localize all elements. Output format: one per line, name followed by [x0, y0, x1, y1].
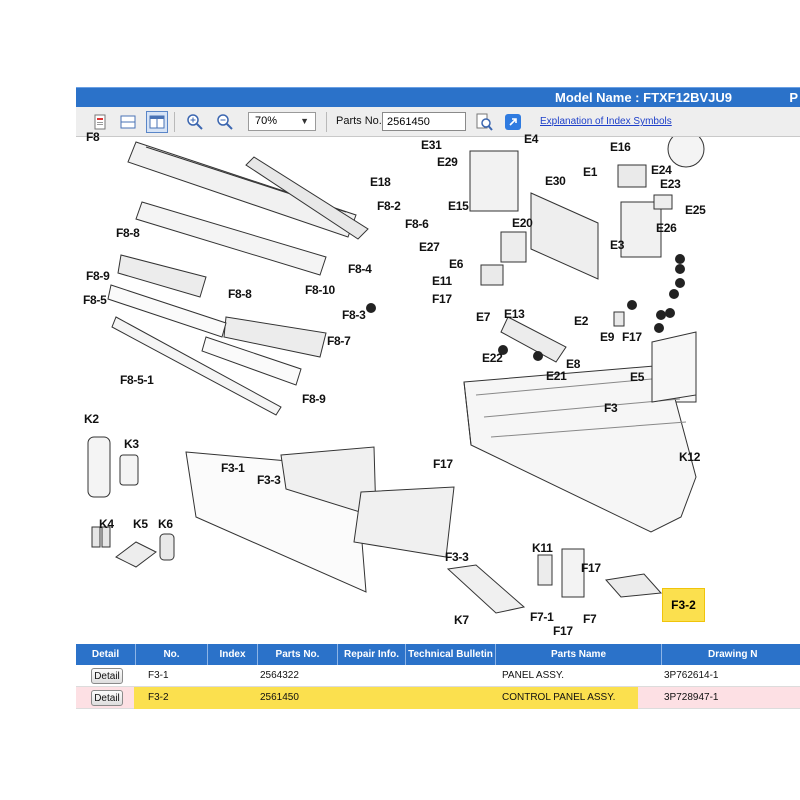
callout-e11[interactable]: E11 [432, 274, 452, 288]
callout-k3[interactable]: K3 [124, 437, 139, 451]
col-technical-bulletin: Technical Bulletin [406, 644, 496, 665]
callout-e23[interactable]: E23 [660, 177, 681, 191]
col-no: No. [136, 644, 208, 665]
parts-no-label: Parts No. [336, 115, 382, 127]
callout-f17b[interactable]: F17 [622, 330, 642, 344]
open-link-icon[interactable] [502, 111, 524, 133]
search-parts-icon[interactable] [473, 111, 495, 133]
callout-e7[interactable]: E7 [476, 310, 491, 324]
callout-k11[interactable]: K11 [532, 541, 553, 555]
col-drawing-no: Drawing N [708, 649, 758, 660]
callout-e13[interactable]: E13 [504, 307, 525, 321]
exploded-parts-diagram [76, 130, 800, 640]
callout-f8-6[interactable]: F8-6 [405, 217, 429, 231]
callout-f3-3b[interactable]: F3-3 [445, 550, 469, 564]
col-detail: Detail [76, 644, 136, 665]
cell-parts-no: 2564322 [260, 670, 299, 681]
callout-e30[interactable]: E30 [545, 174, 566, 188]
index-symbol-a [675, 254, 685, 264]
callout-e8[interactable]: E8 [566, 357, 581, 371]
table-row-selected[interactable] [76, 687, 800, 709]
parts-viewer [76, 87, 800, 712]
toolbar [76, 107, 800, 137]
parts-table-header [76, 644, 800, 665]
cell-parts-no: 2561450 [260, 692, 299, 703]
callout-k4[interactable]: K4 [99, 517, 114, 531]
callout-f8-9a[interactable]: F8-9 [86, 269, 110, 283]
index-symbol-h [675, 264, 685, 274]
callout-e2[interactable]: E2 [574, 314, 589, 328]
callout-f8-5-1[interactable]: F8-5-1 [120, 373, 154, 387]
callout-f3-1[interactable]: F3-1 [221, 461, 245, 475]
callout-e16[interactable]: E16 [610, 140, 631, 154]
callout-f8-9b[interactable]: F8-9 [302, 392, 326, 406]
callout-f17e[interactable]: F17 [553, 624, 573, 638]
toolbar-separator [326, 112, 327, 132]
callout-f3-2-highlighted[interactable]: F3-2 [662, 588, 705, 622]
index-symbol-c [665, 308, 675, 318]
zoom-in-icon[interactable] [184, 111, 206, 133]
callout-f7-1[interactable]: F7-1 [530, 610, 554, 624]
zoom-out-icon[interactable] [214, 111, 236, 133]
callout-e20[interactable]: E20 [512, 216, 533, 230]
index-symbol-b [675, 278, 685, 288]
callout-k5[interactable]: K5 [133, 517, 148, 531]
callout-k12[interactable]: K12 [679, 450, 701, 464]
index-symbol-e-2 [533, 351, 543, 361]
callout-f3-3a[interactable]: F3-3 [257, 473, 281, 487]
callout-e9[interactable]: E9 [600, 330, 615, 344]
callout-e31[interactable]: E31 [421, 138, 442, 152]
callout-f8-10[interactable]: F8-10 [305, 283, 335, 297]
table-row[interactable] [76, 665, 800, 687]
callout-f8-3[interactable]: F8-3 [342, 308, 366, 322]
callout-f17a[interactable]: F17 [432, 292, 452, 306]
callout-e22[interactable]: E22 [482, 351, 503, 365]
callout-e15[interactable]: E15 [448, 199, 469, 213]
callout-f8-7[interactable]: F8-7 [327, 334, 351, 348]
callout-e24[interactable]: E24 [651, 163, 672, 177]
callout-f8[interactable]: F8 [86, 130, 100, 144]
chevron-down-icon: ▼ [300, 116, 309, 126]
callout-e1[interactable]: E1 [583, 165, 598, 179]
cell-no: F3-2 [148, 692, 169, 703]
callout-f8-2[interactable]: F8-2 [377, 199, 401, 213]
callout-e21[interactable]: E21 [546, 369, 567, 383]
single-view-icon[interactable] [117, 111, 139, 133]
cell-drawing-no: 3P728947-1 [664, 692, 719, 703]
callout-k6[interactable]: K6 [158, 517, 173, 531]
callout-e29[interactable]: E29 [437, 155, 458, 169]
cell-parts-name: PANEL ASSY. [502, 670, 565, 681]
callout-f8-8b[interactable]: F8-8 [228, 287, 252, 301]
detail-button[interactable]: Detail [91, 690, 123, 706]
callout-e4[interactable]: E4 [524, 132, 539, 146]
col-repair-info: Repair Info. [338, 644, 406, 665]
cell-parts-name: CONTROL PANEL ASSY. [502, 692, 616, 703]
callout-e18[interactable]: E18 [370, 175, 391, 189]
callout-e26[interactable]: E26 [656, 221, 677, 235]
parts-no-input[interactable] [382, 112, 466, 131]
index-symbol-d [669, 289, 679, 299]
callout-k2[interactable]: K2 [84, 412, 99, 426]
header-truncated-text: P [789, 90, 798, 105]
index-symbol-d-2 [366, 303, 376, 313]
index-symbol-f [656, 310, 666, 320]
callout-e5[interactable]: E5 [630, 370, 645, 384]
toolbar-separator [174, 112, 175, 132]
model-header-bar [76, 87, 800, 107]
detail-button[interactable]: Detail [91, 668, 123, 684]
col-parts-name: Parts Name [496, 644, 662, 665]
callout-f7[interactable]: F7 [583, 612, 597, 626]
callout-f17d[interactable]: F17 [581, 561, 601, 575]
callout-f3[interactable]: F3 [604, 401, 618, 415]
index-symbol-h-2 [627, 300, 637, 310]
callout-e6[interactable]: E6 [449, 257, 464, 271]
callout-f17c[interactable]: F17 [433, 457, 453, 471]
callout-f8-5[interactable]: F8-5 [83, 293, 107, 307]
callout-f8-4[interactable]: F8-4 [348, 262, 372, 276]
col-index: Index [208, 644, 258, 665]
zoom-value: 70% [255, 115, 278, 127]
cell-no: F3-1 [148, 670, 169, 681]
split-view-icon[interactable] [146, 111, 168, 133]
col-parts-no: Parts No. [258, 644, 338, 665]
callout-e27[interactable]: E27 [419, 240, 440, 254]
zoom-select[interactable] [248, 112, 316, 131]
cell-drawing-no: 3P762614-1 [664, 670, 719, 681]
index-symbol-g [654, 323, 664, 333]
callout-f8-8a[interactable]: F8-8 [116, 226, 140, 240]
model-name: Model Name : FTXF12BVJU9 [555, 90, 732, 105]
index-symbols-link[interactable]: Explanation of Index Symbols [540, 116, 672, 127]
callout-k7[interactable]: K7 [454, 613, 469, 627]
callout-e3[interactable]: E3 [610, 238, 625, 252]
callout-e25[interactable]: E25 [685, 203, 706, 217]
